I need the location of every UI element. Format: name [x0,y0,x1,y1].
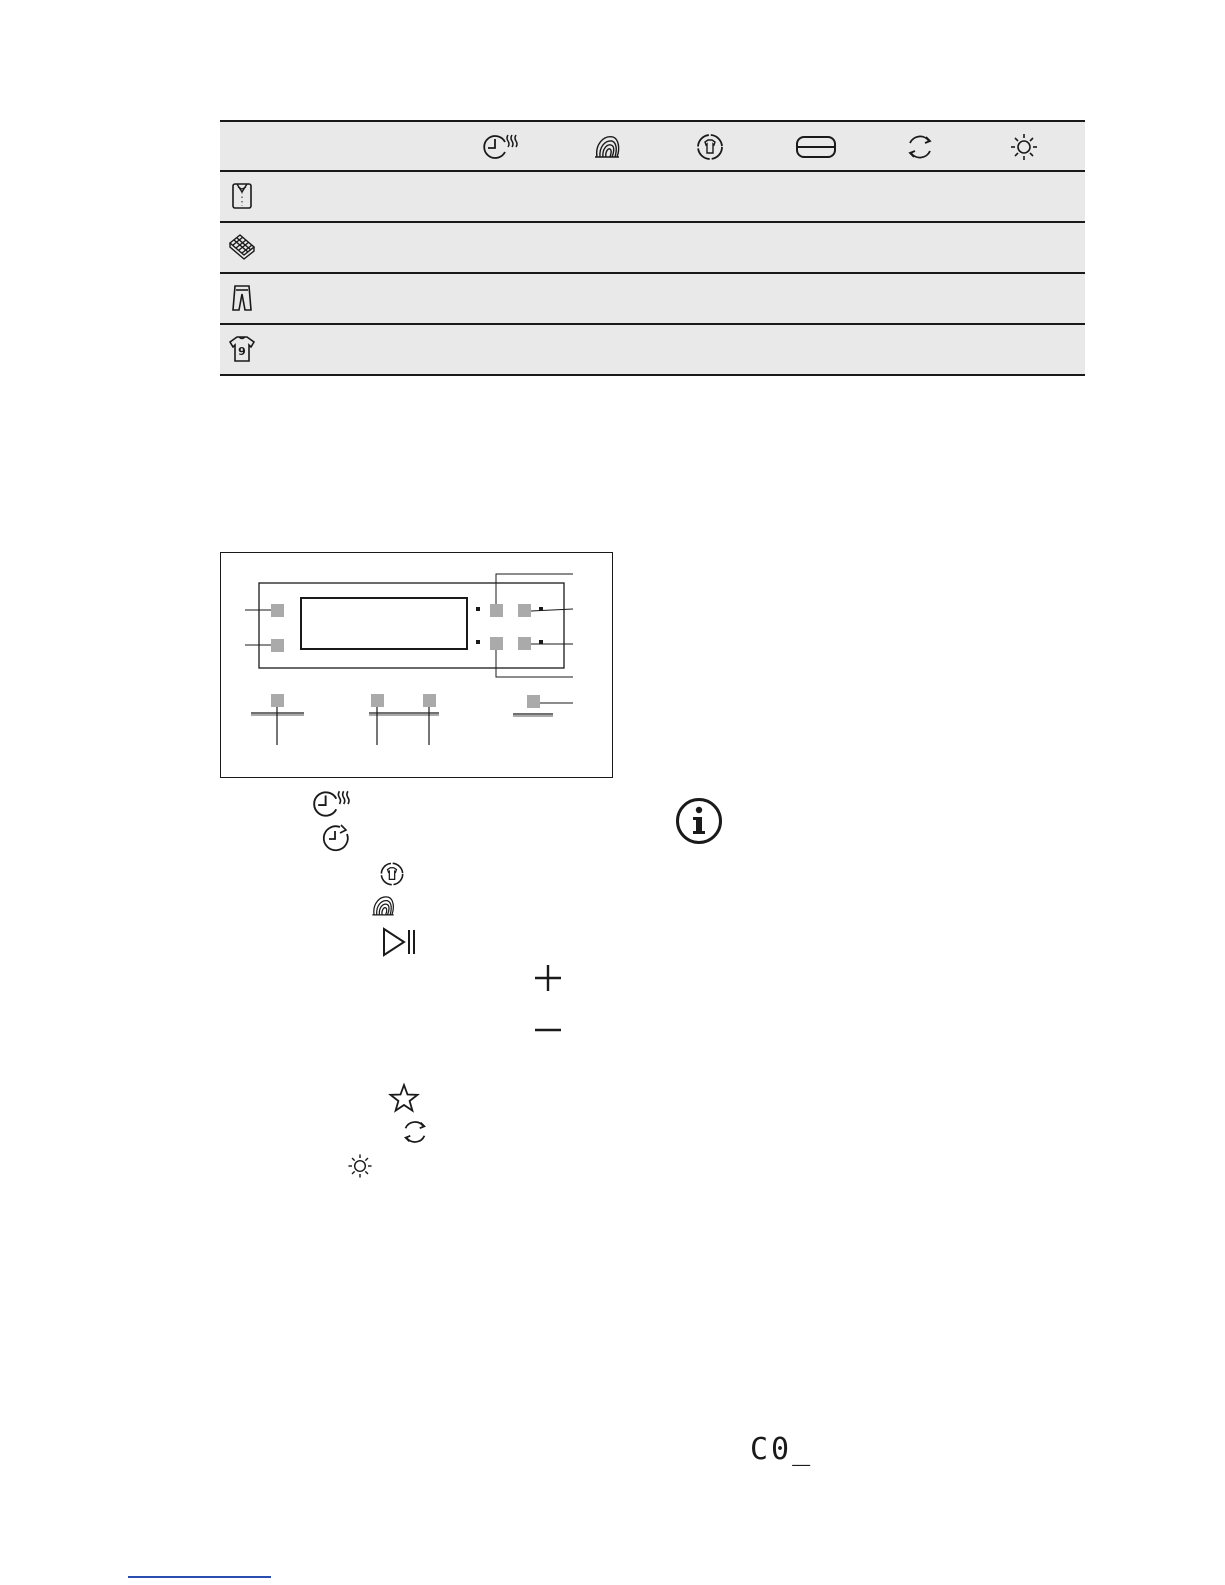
control-panel-drawing [221,553,611,777]
panel-button[interactable] [371,694,384,707]
options-table-row [220,325,1085,376]
minus-icon [532,1022,564,1038]
time-dry-steam-icon [312,787,352,821]
panel-button[interactable] [527,695,540,708]
options-table-header [220,120,1085,172]
control-panel-diagram [220,552,613,778]
panel-button[interactable] [271,694,284,707]
panel-button[interactable] [490,637,503,650]
sun-icon [1006,131,1042,163]
display-code [750,1432,814,1467]
rotate-icon [902,131,938,163]
options-table-row [220,172,1085,223]
shirt-icon [226,180,258,212]
jeans-icon [226,282,258,314]
wool-icon [589,131,625,163]
panel-button[interactable] [271,639,284,652]
plus-icon [532,962,564,994]
drum-icon [795,131,837,163]
start-pause-icon [381,926,421,958]
rotate-icon [398,1116,432,1148]
options-table [220,120,1085,378]
display-code-text: C0_ [750,1432,814,1467]
shirt-rotate-icon [692,131,728,163]
panel-button[interactable] [518,637,531,650]
options-table-row [220,223,1085,274]
panel-button[interactable] [423,694,436,707]
delay-start-icon [320,822,352,854]
shirt-rotate-icon [376,858,408,890]
sports-shirt-icon [226,333,258,365]
fabric-grid-icon [226,231,258,263]
panel-button[interactable] [271,604,284,617]
sun-icon [344,1151,376,1181]
info-icon [675,797,723,845]
options-table-row [220,274,1085,325]
wool-icon [367,890,399,922]
panel-button[interactable] [518,604,531,617]
time-dry-steam-icon [483,131,519,163]
panel-button[interactable] [490,604,503,617]
svg-text:9: 9 [238,345,246,358]
star-icon [388,1083,420,1113]
footer-link-rule [128,1576,271,1578]
